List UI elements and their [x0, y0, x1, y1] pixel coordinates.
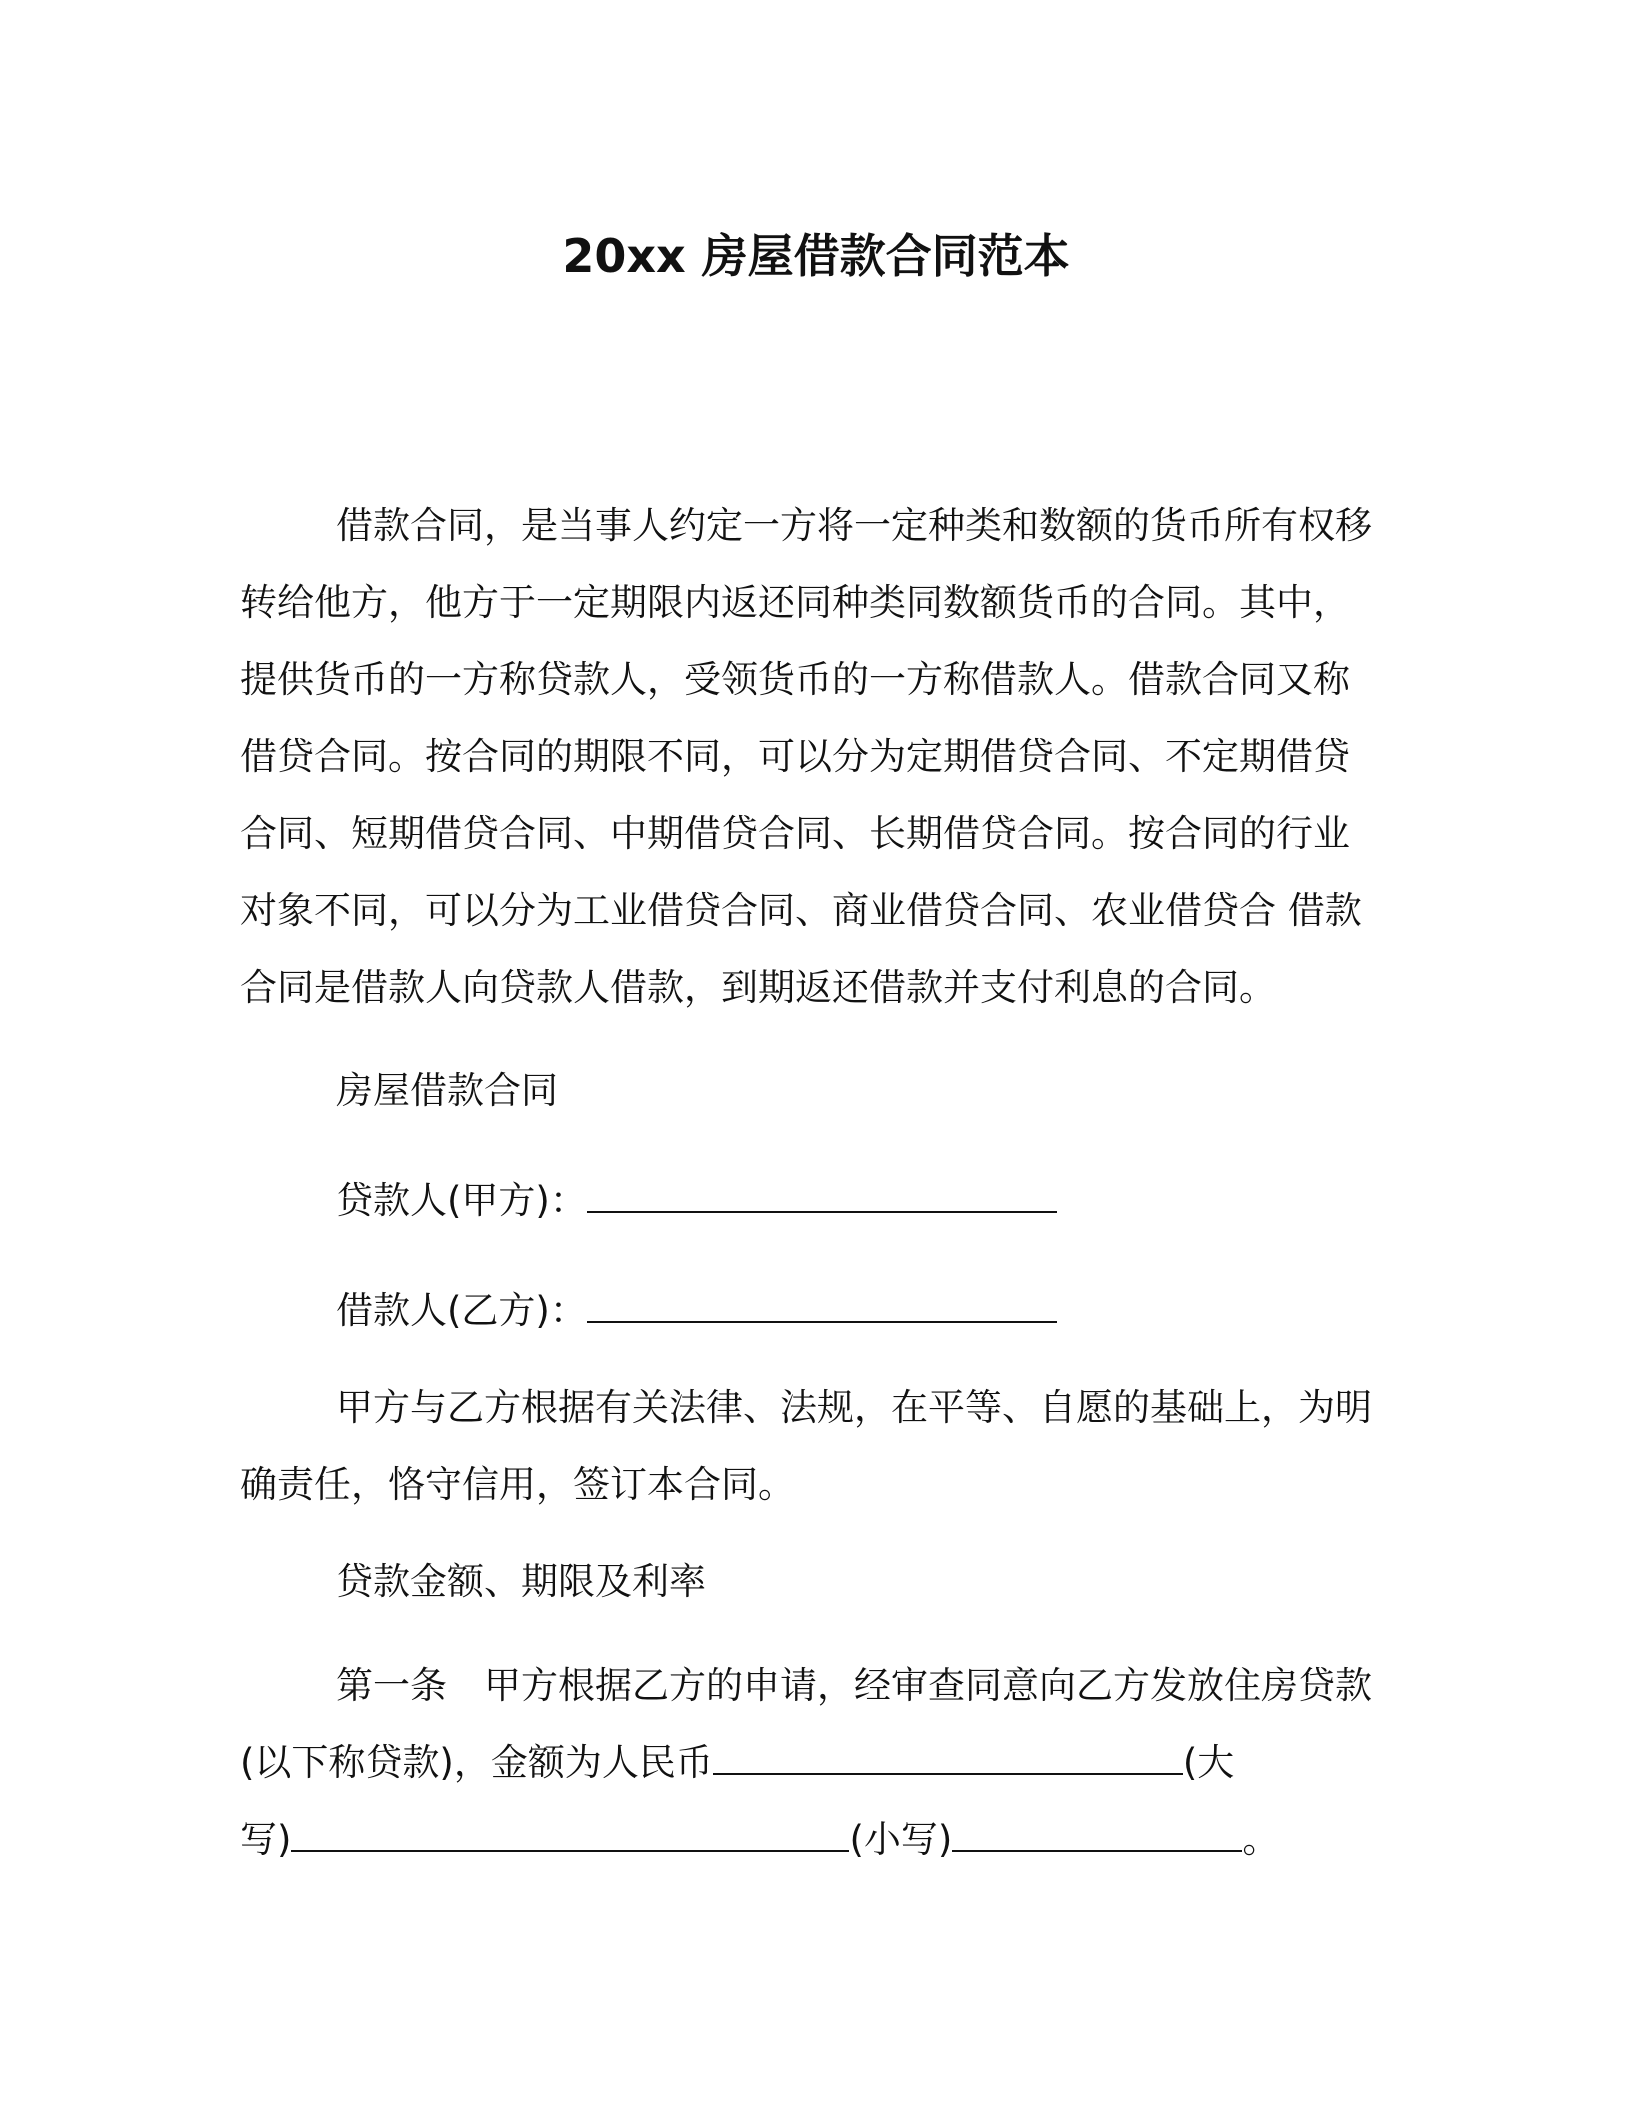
borrower-row	[336, 1280, 1057, 1334]
intro-line: 提供货币的一方称贷款人，受领货币的一方称借款人。借款合同又称	[240, 658, 1350, 701]
intro-line: 合同、短期借贷合同、中期借贷合同、长期借贷合同。按合同的行业	[240, 812, 1350, 855]
lender-blank	[587, 1205, 1057, 1213]
document-title: 20xx 房屋借款合同范本	[562, 229, 1070, 283]
article1-period: 。	[1242, 1818, 1280, 1861]
lender-row	[336, 1170, 1057, 1224]
article1-uppercase-label: (大	[1182, 1741, 1235, 1784]
borrower-blank	[587, 1315, 1057, 1323]
intro-line: 借款合同，是当事人约定一方将一定种类和数额的货币所有权移	[336, 504, 1372, 547]
intro-line: 对象不同，可以分为工业借贷合同、商业借贷合同、农业借贷合 借款	[240, 889, 1362, 932]
article1-uppercase-close: 写)	[240, 1818, 292, 1861]
contract-heading: 房屋借款合同	[336, 1069, 558, 1112]
article1-amount-row-2	[240, 1809, 1279, 1863]
uppercase-amount-blank	[291, 1844, 849, 1852]
article1-line: 第一条 甲方根据乙方的申请，经审查同意向乙方发放住房贷款	[336, 1664, 1372, 1707]
borrower-label: 借款人(乙方)：	[336, 1289, 587, 1332]
article1-amount-label: (以下称贷款)，金额为人民币	[240, 1741, 713, 1784]
amount-blank	[713, 1767, 1183, 1775]
agreement-line: 甲方与乙方根据有关法律、法规，在平等、自愿的基础上，为明	[336, 1386, 1372, 1429]
lowercase-amount-blank	[952, 1844, 1242, 1852]
lender-label: 贷款人(甲方)：	[336, 1179, 587, 1222]
agreement-line: 确责任，恪守信用，签订本合同。	[240, 1463, 795, 1506]
intro-line: 借贷合同。按合同的期限不同，可以分为定期借贷合同、不定期借贷	[240, 735, 1350, 778]
section-heading: 贷款金额、期限及利率	[336, 1560, 706, 1603]
article1-lowercase-label: (小写)	[849, 1818, 953, 1861]
intro-line: 转给他方，他方于一定期限内返还同种类同数额货币的合同。其中，	[240, 581, 1350, 624]
intro-line: 合同是借款人向贷款人借款，到期返还借款并支付利息的合同。	[240, 966, 1276, 1009]
article1-amount-row	[240, 1732, 1234, 1786]
